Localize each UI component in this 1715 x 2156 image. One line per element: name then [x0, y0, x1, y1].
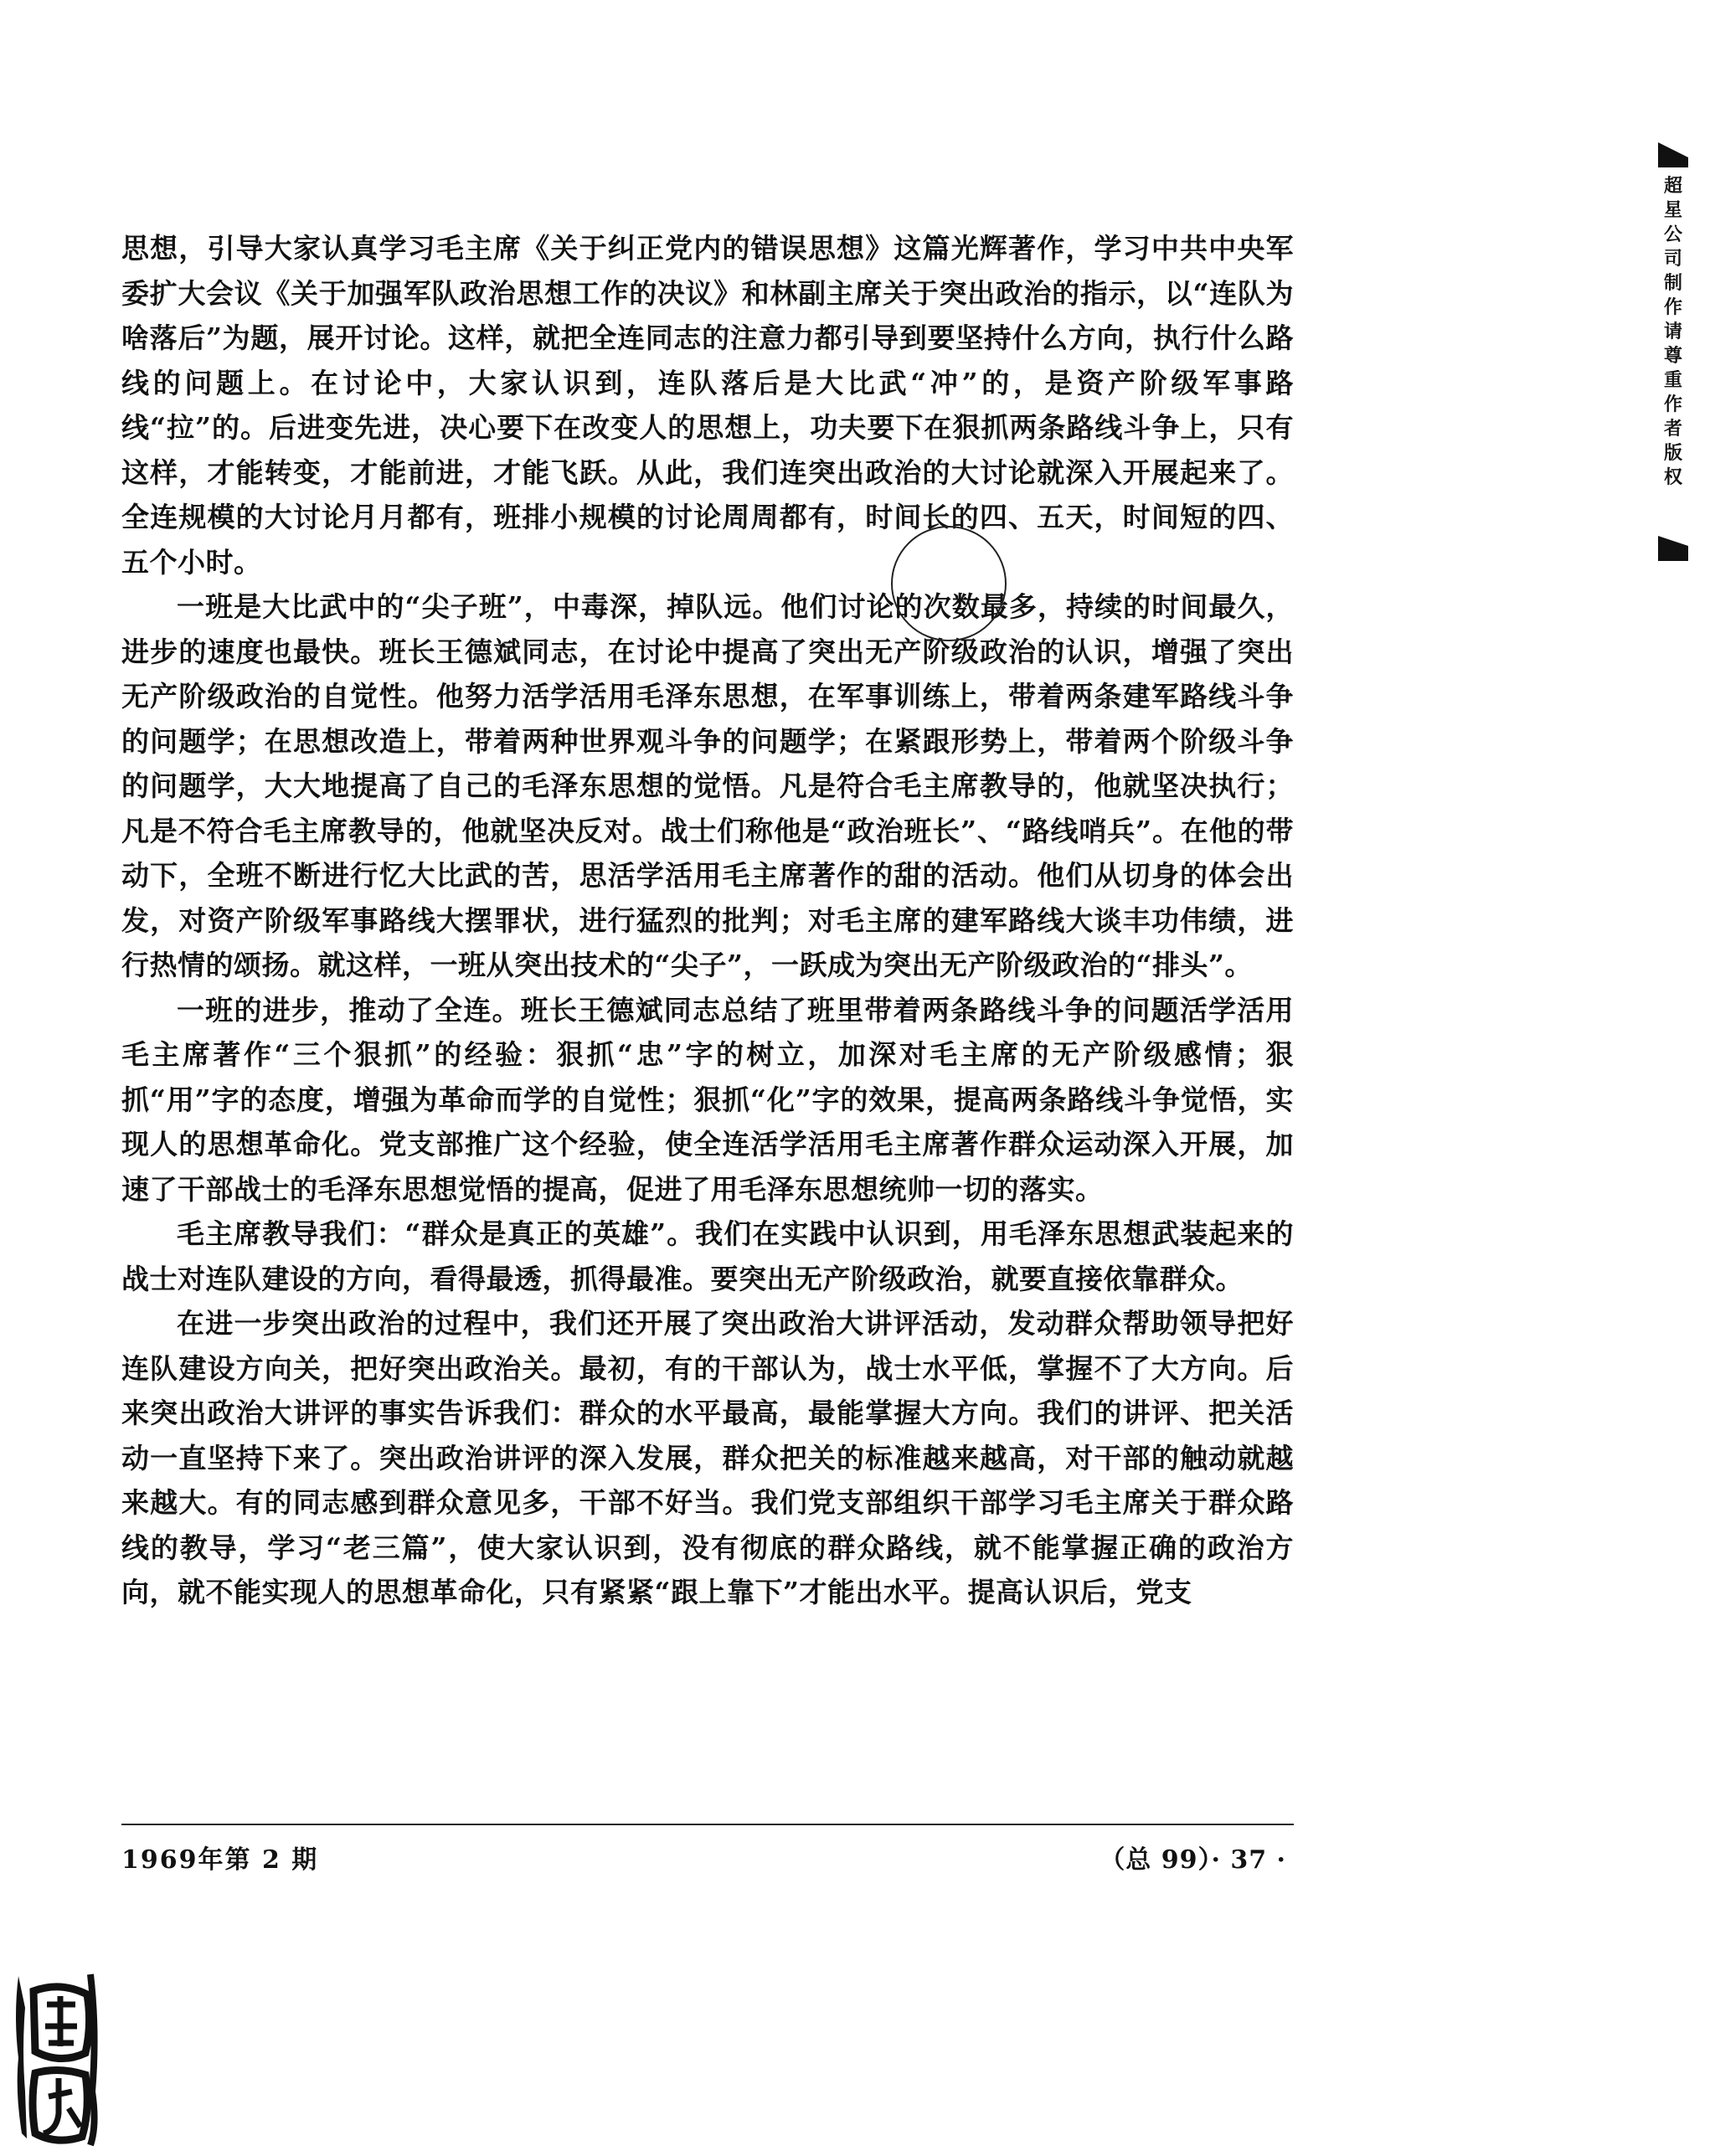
paragraph-3: 一班的进步，推动了全连。班长王德斌同志总结了班里带着两条路线斗争的问题活学活用毛主席著作“三个狠抓”的经验：狠抓“忠”字的树立，加深对毛主席的无产阶级感情；狠抓“用”字的态度，增强为革命而学的自觉性；狠抓“化”字的效果，提高两条路线斗争觉悟，实现人的思想革命化。党支部推广这个经验，使全连活学活用毛主席著作群众运动深入开展，加速了干部战士的毛泽东思想觉悟的提高，促进了用毛泽东思想统帅一切的落实。: [121, 993, 1294, 1206]
issue-label: 1969年第 2 期: [121, 1845, 319, 1875]
seal-graphic: [10, 1966, 102, 2148]
paragraph-4-quote: “群众是真正的英雄”: [404, 1217, 667, 1250]
paragraph-4-rest: 。我们在实践中认识到，用毛泽东思想武装起来的战士对连队建设的方向，看得最透，抓得最准。要突出无产阶级政治，就要直接依靠群众。: [121, 1217, 1295, 1295]
paragraph-4-lead: 毛主席教导我们：: [177, 1217, 405, 1250]
circle-mark: [891, 526, 1007, 641]
paragraph-2: 一班是大比武中的“尖子班”，中毒深，掉队远。他们讨论的次数最多，持续的时间最久，进步的速度也最快。班长王德斌同志，在讨论中提高了突出无产阶级政治的认识，增强了突出无产阶级政治的自觉性。他努力活学活用毛泽东思想，在军事训练上，带着两条建军路线斗争的问题学；在思想改造上，带着两种世界观斗争的问题学；在紧跟形势上，带着两个阶级斗争的问题学，大大地提高了自己的毛泽东思想的觉悟。凡是符合毛主席教导的，他就坚决执行；凡是不符合毛主席教导的，他就坚决反对。战士们称他是“政治班长”、“路线哨兵”。在他的带动下，全班不断进行忆大比武的苦，思活学活用毛主席著作的甜的活动。他们从切身的体会出发，对资产阶级军事路线大摆罪状，进行猛烈的批判；对毛主席的建军路线大谈丰功伟绩，进行热情的颂扬。就这样，一班从突出技术的“尖子”，一跃成为突出无产阶级政治的“排头”。: [121, 590, 1294, 981]
paragraph-1: 思想，引导大家认真学习毛主席《关于纠正党内的错误思想》这篇光辉著作，学习中共中央军委扩大会议《关于加强军队政治思想工作的决议》和林副主席关于突出政治的指示，以“连队为啥落后”为题，展开讨论。这样，就把全连同志的注意力都引导到要坚持什么方向，执行什么路线的问题上。在讨论中，大家认识到，连队落后是大比武“冲”的，是资产阶级军事路线“拉”的。后进变先进，决心要下在改变人的思想上，功夫要下在狠抓两条路线斗争上，只有这样，才能转变，才能前进，才能飞跃。从此，我们连突出政治的大讨论就深入开展起来了。全连规模的大讨论月月都有，班排小规模的讨论周周都有，时间长的四、五天，时间短的四、五个小时。: [121, 232, 1294, 579]
paragraph-5: 在进一步突出政治的过程中，我们还开展了突出政治大讲评活动，发动群众帮助领导把好连队建设方向关，把好突出政治关。最初，有的干部认为，战士水平低，掌握不了大方向。后来突出政治大讲评的事实告诉我们：群众的水平最高，最能掌握大方向。我们的讲评、把关活动一直坚持下来了。突出政治讲评的深入发展，群众把关的标准越来越高，对干部的触动就越来越大。有的同志感到群众意见多，干部不好当。我们党支部组织干部学习毛主席关于群众路线的教导，学习“老三篇”，使大家认识到，没有彻底的群众路线，就不能掌握正确的政治方向，就不能实现人的思想革命化，只有紧紧“跟上靠下”才能出水平。提高认识后，党支: [121, 1307, 1294, 1608]
seal-stamp: [10, 1966, 102, 2148]
copyright-text: 超星公司制作请尊重作者版权: [1663, 176, 1682, 488]
page-number: （总 99）· 37 ·: [1100, 1845, 1286, 1875]
copyright-banner: [1656, 142, 1690, 561]
paragraph-4: [121, 1212, 1294, 1301]
banner-top-bar: [1658, 142, 1688, 167]
footer-divider: [121, 1824, 1294, 1825]
banner-bottom-bar: [1658, 536, 1688, 561]
article-body: [121, 226, 1294, 1615]
